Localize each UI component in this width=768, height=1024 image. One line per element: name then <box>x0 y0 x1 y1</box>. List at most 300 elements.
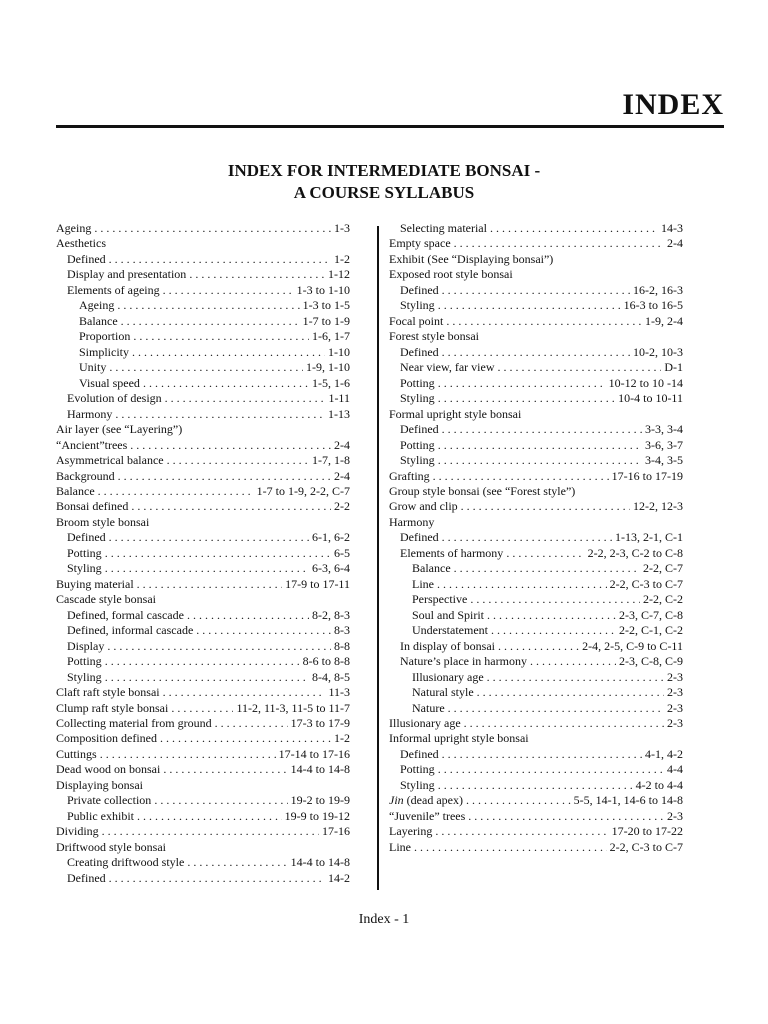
index-entry-label: Ageing <box>79 298 115 313</box>
dot-leader <box>118 469 331 484</box>
index-entry-page-ref: 2-2, C-3 to C-7 <box>609 576 683 591</box>
index-entry <box>389 360 683 375</box>
index-entry-label: Grafting <box>389 468 430 483</box>
dot-leader <box>117 298 299 313</box>
index-entry-page-ref: 17-9 to 17-11 <box>285 576 350 591</box>
index-entry-label: Defined, informal cascade <box>67 623 194 638</box>
dot-leader <box>105 561 309 576</box>
index-entry <box>56 530 350 545</box>
dot-leader <box>100 747 276 762</box>
index-entry <box>56 778 350 793</box>
index-entry-page-ref: 1-12 <box>328 267 350 282</box>
index-entry <box>389 345 683 360</box>
dot-leader <box>442 530 612 545</box>
dot-leader <box>131 499 331 514</box>
index-entry-label: Collecting material from ground <box>56 716 212 730</box>
index-entry-label: Illusionary age <box>412 669 484 684</box>
index-entry-label: Nature <box>412 700 445 715</box>
index-entry-label: Formal upright style bonsai <box>389 406 522 421</box>
index-entry <box>56 855 350 870</box>
index-entry <box>56 592 350 607</box>
index-entry <box>389 453 683 468</box>
index-entry-label: Styling <box>400 391 435 406</box>
index-entry-page-ref: 4-4 <box>667 762 683 777</box>
index-entry-label: Ageing <box>56 221 92 235</box>
index-entry-page-ref: 16-3 to 16-5 <box>623 298 683 313</box>
index-entry-page-ref: 1-13, 2-1, C-1 <box>615 530 683 545</box>
index-entry-page-ref: 2-4, 2-5, C-9 to C-11 <box>582 638 683 653</box>
index-entry <box>56 515 350 530</box>
index-entry <box>389 391 683 406</box>
dot-leader <box>121 314 300 329</box>
dot-leader <box>477 685 664 700</box>
index-entry-page-ref: 4-1, 4-2 <box>645 746 683 761</box>
dot-leader <box>163 762 287 777</box>
index-entry <box>389 469 683 484</box>
dot-leader <box>468 809 664 824</box>
subtitle-line-1: INDEX FOR INTERMEDIATE BONSAI - <box>227 161 541 180</box>
index-entry <box>56 298 350 313</box>
dot-leader <box>189 267 325 282</box>
index-entry-label: Asymmetrical balance <box>56 453 164 468</box>
index-entry <box>56 809 350 824</box>
index-entry-label: Air layer (see “Layering”) <box>56 422 183 437</box>
subtitle-line-2: A COURSE SYLLABUS <box>293 183 475 202</box>
index-entry-label: Private collection <box>67 793 152 808</box>
index-entry-page-ref: 2-2, C-1, C-2 <box>619 623 683 638</box>
index-entry <box>56 283 350 298</box>
index-entry <box>56 623 350 638</box>
index-entry <box>56 314 350 329</box>
index-entry-page-ref: 11-3 <box>328 685 350 700</box>
index-entry-label: Harmony <box>67 406 113 421</box>
page-footer: Index - 1 <box>358 912 410 927</box>
index-entry-page-ref: 16-2, 16-3 <box>633 282 683 297</box>
dot-leader <box>442 283 630 298</box>
dot-leader <box>109 871 325 886</box>
index-entry <box>389 731 683 746</box>
dot-leader <box>487 608 616 623</box>
index-entry-label: Background <box>56 468 115 483</box>
index-entry-label: Grow and clip <box>389 499 458 514</box>
index-entry <box>389 778 683 793</box>
index-entry-label: Forest style bonsai <box>389 329 479 344</box>
index-entry-page-ref: 17-16 <box>322 824 350 839</box>
index-entry-label: Understatement <box>412 623 488 638</box>
index-entry-page-ref: 1-2 <box>334 251 350 266</box>
dot-leader <box>163 283 294 298</box>
document-subtitle <box>0 160 768 204</box>
index-entry-label: Empty space <box>389 236 451 251</box>
index-entry-page-ref: 3-4, 3-5 <box>645 453 683 468</box>
index-entry-page-ref: 1-9, 2-4 <box>645 313 683 328</box>
index-entry <box>389 685 683 700</box>
index-entry-label: Exhibit (See “Displaying bonsai”) <box>389 251 554 266</box>
index-column-right <box>389 221 683 855</box>
index-entry-label: Defined <box>67 251 106 266</box>
dot-leader <box>470 592 640 607</box>
dot-leader <box>487 670 664 685</box>
index-entry-label: Selecting material <box>400 221 487 235</box>
dot-leader <box>154 793 287 808</box>
dot-leader <box>438 298 621 313</box>
dot-leader <box>448 701 664 716</box>
index-entry-label: Layering <box>389 824 433 839</box>
dot-leader <box>107 639 331 654</box>
dot-leader <box>498 639 579 654</box>
index-entry-page-ref: 8-2, 8-3 <box>312 607 350 622</box>
index-entry <box>389 623 683 638</box>
index-entry-label: Defined <box>400 746 439 761</box>
column-divider <box>377 226 379 890</box>
index-entry-label: Perspective <box>412 592 468 607</box>
dot-leader <box>438 453 642 468</box>
index-entry <box>389 236 683 251</box>
index-entry <box>56 639 350 654</box>
dot-leader <box>438 376 606 391</box>
index-entry <box>389 608 683 623</box>
dot-leader <box>491 623 616 638</box>
index-entry-page-ref: 8-3 <box>334 623 350 638</box>
index-entry <box>389 221 683 236</box>
index-entry-page-ref: 3-3, 3-4 <box>645 422 683 437</box>
index-entry-page-ref: 6-3, 6-4 <box>312 561 350 576</box>
index-entry <box>389 515 683 530</box>
index-entry-page-ref: 11-2, 11-3, 11-5 to 11-7 <box>236 700 350 715</box>
index-entry-page-ref: 2-3 <box>667 716 683 730</box>
dot-leader <box>137 809 282 824</box>
index-entry-label: Driftwood style bonsai <box>56 839 166 854</box>
index-entry-page-ref: 2-3 <box>667 700 683 715</box>
index-entry-label: Dividing <box>56 824 99 839</box>
index-entry-label: Broom style bonsai <box>56 514 150 529</box>
dot-leader <box>433 469 609 484</box>
index-entry-label: Potting <box>400 762 435 777</box>
index-entry-page-ref: 8-4, 8-5 <box>312 669 350 684</box>
index-entry <box>389 484 683 499</box>
index-entry <box>389 639 683 654</box>
index-entry-page-ref: 10-4 to 10-11 <box>618 391 683 406</box>
index-entry-page-ref: 4-2 to 4-4 <box>635 777 683 792</box>
index-entry-label: Balance <box>79 313 118 328</box>
dot-leader <box>438 762 664 777</box>
index-entry-label: Line <box>412 576 434 591</box>
index-entry <box>56 546 350 561</box>
index-entry <box>56 762 350 777</box>
index-entry-label: Elements of harmony <box>400 545 504 560</box>
index-entry-label-italic: Jin <box>389 793 404 808</box>
index-entry <box>56 577 350 592</box>
index-entry <box>56 329 350 344</box>
index-entry <box>56 747 350 762</box>
index-entry-page-ref: 1-3 to 1-10 <box>296 282 350 297</box>
index-entry-label: Clump raft style bonsai <box>56 700 169 715</box>
index-entry-page-ref: 14-4 to 14-8 <box>290 855 350 870</box>
index-entry-page-ref: 2-3, C-8, C-9 <box>619 654 683 669</box>
dot-leader <box>143 376 309 391</box>
index-entry-label: Elements of ageing <box>67 282 160 297</box>
dot-leader <box>105 670 309 685</box>
index-entry-label: Potting <box>400 437 435 452</box>
index-entry-label: Illusionary age <box>389 716 461 730</box>
index-entry-label: In display of bonsai <box>400 638 495 653</box>
index-entry <box>389 422 683 437</box>
dot-leader <box>442 747 642 762</box>
dot-leader <box>187 855 287 870</box>
index-entry-page-ref: 1-7 to 1-9 <box>302 313 350 328</box>
index-entry-page-ref: 1-3 <box>334 221 350 235</box>
index-entry-page-ref: 14-4 to 14-8 <box>290 762 350 777</box>
index-entry-label <box>389 793 463 808</box>
index-entry-page-ref: 2-4 <box>334 437 350 452</box>
index-entry-label: Focal point <box>389 313 444 328</box>
dot-leader <box>132 345 325 360</box>
index-entry-label: Styling <box>400 453 435 468</box>
index-entry-page-ref: 17-16 to 17-19 <box>611 468 683 483</box>
index-entry-page-ref: 17-20 to 17-22 <box>611 824 683 839</box>
index-entry-label: Cuttings <box>56 746 97 761</box>
index-entry <box>389 747 683 762</box>
index-entry-page-ref: 1-7, 1-8 <box>312 453 350 468</box>
index-entry-label: Natural style <box>412 685 474 700</box>
index-entry-page-ref: 19-9 to 19-12 <box>284 808 350 823</box>
index-entry <box>389 329 683 344</box>
index-entry-page-ref: 8-6 to 8-8 <box>302 654 350 669</box>
index-entry-page-ref: 2-2, C-2 <box>643 592 683 607</box>
dot-leader <box>196 623 331 638</box>
index-entry-label: Styling <box>400 298 435 313</box>
dot-leader <box>163 685 326 700</box>
index-entry <box>389 716 683 731</box>
dot-leader <box>438 438 642 453</box>
dot-leader <box>187 608 309 623</box>
dot-leader <box>160 731 331 746</box>
index-entry-page-ref: 10-12 to 10 -14 <box>608 375 683 390</box>
index-entry-page-ref: 8-8 <box>334 638 350 653</box>
index-entry <box>56 654 350 669</box>
index-entry-label: Defined <box>67 530 106 545</box>
page-title: INDEX <box>622 88 724 121</box>
dot-leader <box>167 453 309 468</box>
index-entry-label: Evolution of design <box>67 391 162 406</box>
dot-leader <box>109 252 331 267</box>
index-entry-label: Unity <box>79 360 107 375</box>
index-entry <box>56 701 350 716</box>
index-entry <box>389 670 683 685</box>
index-entry-page-ref: 2-2 <box>334 499 350 514</box>
dot-leader <box>130 438 331 453</box>
dot-leader <box>165 391 326 406</box>
dot-leader <box>133 329 309 344</box>
index-entry <box>56 422 350 437</box>
index-entry-label: Cascade style bonsai <box>56 592 156 607</box>
index-entry-page-ref: 1-13 <box>328 406 350 421</box>
index-entry <box>389 577 683 592</box>
index-entry-label: Proportion <box>79 329 131 344</box>
index-entry-page-ref: 2-4 <box>667 236 683 251</box>
dot-leader <box>506 546 584 561</box>
index-entry-page-ref: 1-9, 1-10 <box>306 360 350 375</box>
index-entry-label: Visual speed <box>79 375 140 390</box>
dot-leader <box>105 546 331 561</box>
index-entry-label: Composition defined <box>56 731 157 746</box>
index-entry-page-ref: 19-2 to 19-9 <box>290 793 350 808</box>
index-entry <box>56 438 350 453</box>
index-entry <box>56 840 350 855</box>
index-entry <box>56 221 350 236</box>
index-entry-page-ref: 6-5 <box>334 545 350 560</box>
index-entry-page-ref: 3-6, 3-7 <box>645 437 683 452</box>
dot-leader <box>438 391 615 406</box>
index-entry-label: Exposed root style bonsai <box>389 267 513 282</box>
dot-leader <box>530 654 616 669</box>
index-entry <box>389 654 683 669</box>
index-entry-page-ref: 1-5, 1-6 <box>312 375 350 390</box>
index-entry-label: Defined <box>400 530 439 545</box>
dot-leader <box>438 778 633 793</box>
index-entry-label-suffix: (dead apex) <box>403 793 463 808</box>
index-entry <box>389 824 683 839</box>
index-entry-page-ref: 1-6, 1-7 <box>312 329 350 344</box>
index-entry-page-ref: 14-3 <box>661 221 683 235</box>
index-entry <box>56 716 350 731</box>
index-entry <box>389 762 683 777</box>
index-entry-page-ref: 2-3, C-7, C-8 <box>619 607 683 622</box>
index-entry-label: Styling <box>400 777 435 792</box>
index-entry <box>389 252 683 267</box>
dot-leader <box>461 499 630 514</box>
index-column-left <box>56 221 350 886</box>
index-entry-label: Defined <box>67 870 106 885</box>
index-entry-page-ref: 1-7 to 1-9, 2-2, C-7 <box>256 483 350 498</box>
dot-leader <box>105 654 300 669</box>
index-entry <box>56 391 350 406</box>
index-entry-label: Defined, formal cascade <box>67 607 184 622</box>
index-entry <box>389 546 683 561</box>
index-entry-label: Informal upright style bonsai <box>389 731 529 746</box>
index-entry-label: Display <box>67 638 105 653</box>
dot-leader <box>498 360 662 375</box>
index-entry <box>56 561 350 576</box>
index-entry <box>56 453 350 468</box>
index-entry-page-ref: 1-3 to 1-5 <box>302 298 350 313</box>
index-entry <box>56 267 350 282</box>
header-rule <box>56 125 724 128</box>
index-entry-label: Bonsai defined <box>56 499 129 514</box>
index-entry-label: Harmony <box>389 514 435 529</box>
index-entry <box>389 561 683 576</box>
index-entry-label: Display and presentation <box>67 267 187 282</box>
index-entry-page-ref: 2-3 <box>667 669 683 684</box>
index-entry <box>389 407 683 422</box>
index-entry-label: Styling <box>67 561 102 576</box>
dot-leader <box>442 345 630 360</box>
index-entry <box>56 484 350 499</box>
index-entry-label: Balance <box>56 483 95 498</box>
dot-leader <box>102 824 319 839</box>
index-entry-label: Potting <box>67 654 102 669</box>
index-entry <box>56 670 350 685</box>
index-entry-label: Creating driftwood style <box>67 855 185 870</box>
index-entry-label: Group style bonsai (see “Forest style”) <box>389 483 576 498</box>
index-entry <box>56 469 350 484</box>
index-entry <box>56 360 350 375</box>
index-entry-page-ref: 6-1, 6-2 <box>312 530 350 545</box>
dot-leader <box>490 221 658 236</box>
index-entry-label: Line <box>389 839 411 854</box>
index-entry <box>56 824 350 839</box>
dot-leader <box>414 840 607 855</box>
index-entry <box>389 701 683 716</box>
index-entry-page-ref: 2-2, C-7 <box>643 561 683 576</box>
index-entry-label: Styling <box>67 669 102 684</box>
index-entry-page-ref: 17-3 to 17-9 <box>290 716 350 730</box>
index-entry-label: Public exhibit <box>67 808 134 823</box>
index-entry <box>56 871 350 886</box>
index-entry-page-ref: 12-2, 12-3 <box>633 499 683 514</box>
index-entry <box>56 345 350 360</box>
index-entry <box>56 252 350 267</box>
index-entry <box>389 438 683 453</box>
index-entry-label: Claft raft style bonsai <box>56 685 160 700</box>
dot-leader <box>137 577 282 592</box>
dot-leader <box>98 484 254 499</box>
index-entry-label: Balance <box>412 561 451 576</box>
index-entry <box>389 809 683 824</box>
index-entry <box>56 608 350 623</box>
index-entry-label: Buying material <box>56 576 134 591</box>
dot-leader <box>454 236 664 251</box>
dot-leader <box>115 407 325 422</box>
index-entry-page-ref: 2-2, 2-3, C-2 to C-8 <box>587 545 683 560</box>
dot-leader <box>437 577 607 592</box>
index-entry-label: Potting <box>67 545 102 560</box>
index-entry <box>56 685 350 700</box>
index-entry-page-ref: 10-2, 10-3 <box>633 344 683 359</box>
index-entry <box>389 267 683 282</box>
index-entry <box>56 236 350 251</box>
dot-leader <box>171 701 233 716</box>
index-entry-label: Near view, far view <box>400 360 495 375</box>
index-entry <box>389 376 683 391</box>
index-entry-page-ref: 2-3 <box>667 685 683 700</box>
index-entry-page-ref: 2-4 <box>334 468 350 483</box>
index-entry-label: Nature’s place in harmony <box>400 654 527 669</box>
dot-leader <box>442 422 642 437</box>
index-entry <box>56 376 350 391</box>
dot-leader <box>435 824 608 839</box>
index-entry-page-ref: 2-3 <box>667 808 683 823</box>
index-entry-label: Defined <box>400 344 439 359</box>
index-entry-label: Soul and Spirit <box>412 607 485 622</box>
index-entry <box>389 592 683 607</box>
index-entry-page-ref: 2-2, C-3 to C-7 <box>609 839 683 854</box>
index-entry <box>56 731 350 746</box>
index-entry-label: “Ancient”trees <box>56 437 128 452</box>
index-entry <box>389 793 683 808</box>
dot-leader <box>94 221 331 236</box>
index-entry <box>56 499 350 514</box>
dot-leader <box>446 314 642 329</box>
index-entry-page-ref: D-1 <box>664 360 683 375</box>
dot-leader <box>215 716 288 731</box>
index-entry-label: Potting <box>400 375 435 390</box>
dot-leader <box>109 360 303 375</box>
index-entry-label: Simplicity <box>79 344 130 359</box>
index-entry-label: Aesthetics <box>56 236 106 251</box>
index-entry <box>389 499 683 514</box>
dot-leader <box>466 793 571 808</box>
